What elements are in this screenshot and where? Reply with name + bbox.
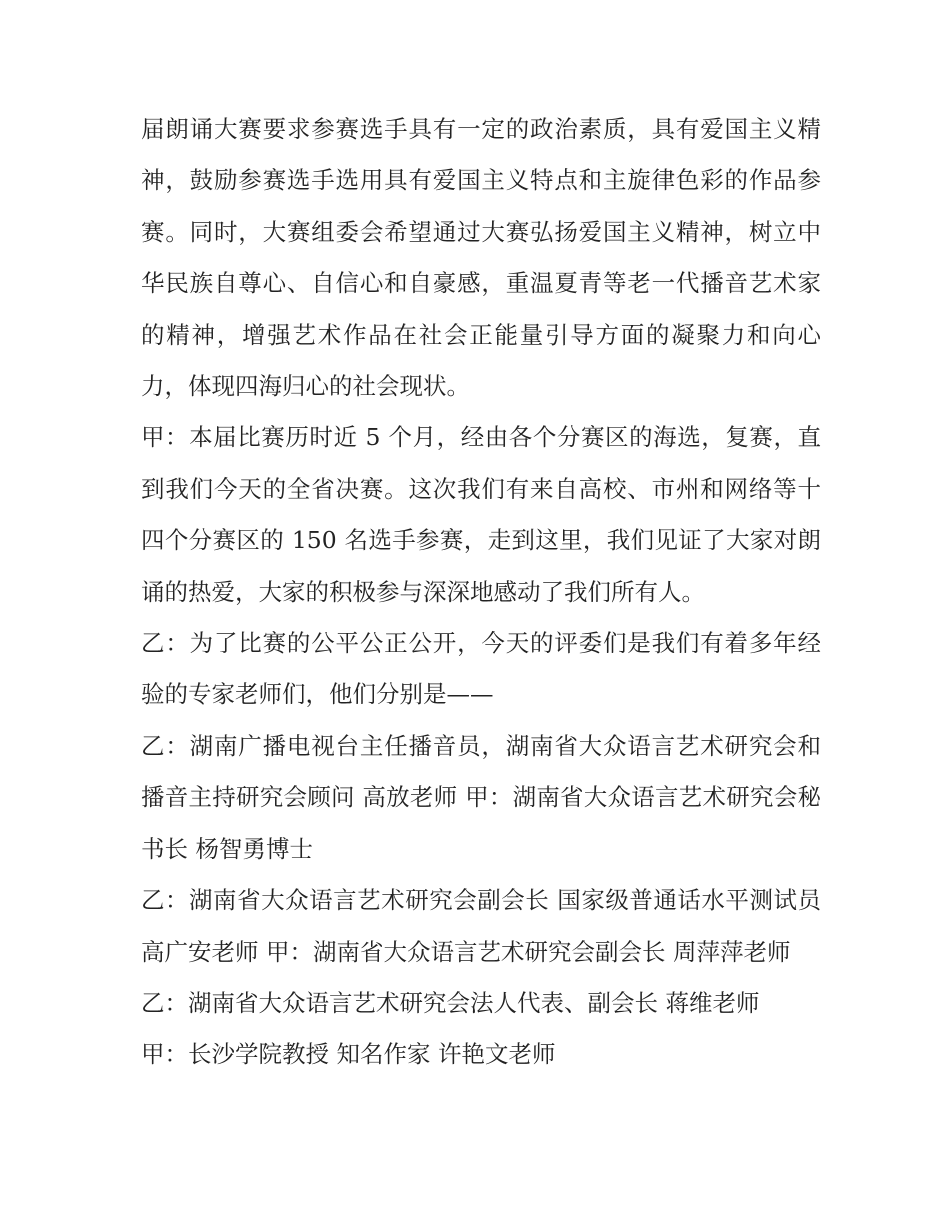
paragraph-competition-overview: 甲：本届比赛历时近 5 个月，经由各个分赛区的海选，复赛，直到我们今天的全省决赛。这次我们有来自高校、市州和网络等十四个分赛区的 150 名选手参赛，走到这里，我们见证了大家对朗诵的热爱，大家的积极参与深深地感动了我们所有人。	[141, 423, 821, 606]
paragraph-judges-intro: 乙：为了比赛的公平公正公开，今天的评委们是我们有着多年经验的专家老师们，他们分别是——	[141, 629, 821, 709]
paragraph-judges-3: 乙：湖南省大众语言艺术研究会法人代表、副会长 蒋维老师	[141, 988, 760, 1017]
paragraph-judges-4: 甲：长沙学院教授 知名作家 许艳文老师	[141, 1040, 556, 1069]
document-body	[141, 104, 821, 1081]
paragraph-judges-2: 乙：湖南省大众语言艺术研究会副会长 国家级普通话水平测试员 高广安老师 甲：湖南省大众语言艺术研究会副会长 周萍萍老师	[141, 886, 821, 966]
paragraph-judges-1: 乙：湖南广播电视台主任播音员，湖南省大众语言艺术研究会和播音主持研究会顾问 高放老师 甲：湖南省大众语言艺术研究会秘书长 杨智勇博士	[141, 731, 821, 863]
paragraph-contest-requirements: 届朗诵大赛要求参赛选手具有一定的政治素质，具有爱国主义精神，鼓励参赛选手选用具有爱国主义特点和主旋律色彩的作品参赛。同时，大赛组委会希望通过大赛弘扬爱国主义精神，树立中华民族自尊心、自信心和自豪感，重温夏青等老一代播音艺术家的精神，增强艺术作品在社会正能量引导方面的凝聚力和向心力，体现四海归心的社会现状。	[141, 115, 821, 401]
